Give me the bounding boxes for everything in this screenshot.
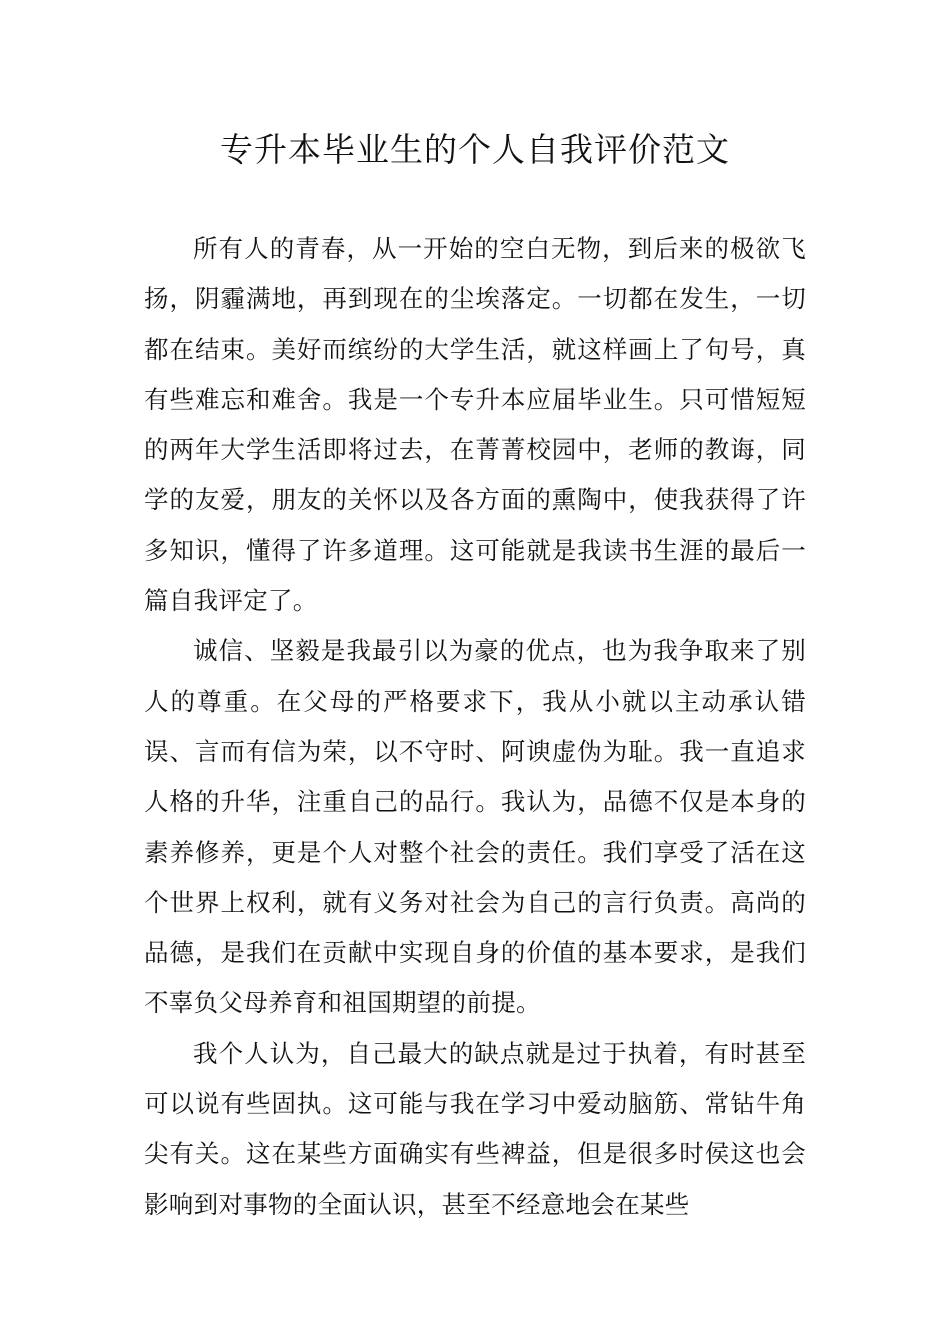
paragraph-3: 我个人认为，自己最大的缺点就是过于执着，有时甚至可以说有些固执。这可能与我在学习中爱动脑筋、常钻牛角尖有关。这在某些方面确实有些裨益，但是很多时侯这也会影响到对事物的全面认识，甚至不经意地会在某些 xyxy=(144,1038,806,1219)
document-body xyxy=(144,224,806,1230)
paragraph-1: 所有人的青春，从一开始的空白无物，到后来的极欲飞扬，阴霾满地，再到现在的尘埃落定。一切都在发生，一切都在结束。美好而缤纷的大学生活，就这样画上了句号，真有些难忘和难舍。我是一个专升本应届毕业生。只可惜短短的两年大学生活即将过去，在菁菁校园中，老师的教诲，同学的友爱，朋友的关怀以及各方面的熏陶中，使我获得了许多知识，懂得了许多道理。这可能就是我读书生涯的最后一篇自我评定了。 xyxy=(144,234,806,616)
paragraph-2: 诚信、坚毅是我最引以为豪的优点，也为我争取来了别人的尊重。在父母的严格要求下，我从小就以主动承认错误、言而有信为荣，以不守时、阿谀虚伪为耻。我一直追求人格的升华，注重自己的品行。我认为，品德不仅是本身的素养修养，更是个人对整个社会的责任。我们享受了活在这个世界上权利，就有义务对社会为自己的言行负责。高尚的品德，是我们在贡献中实现自身的价值的基本要求，是我们不辜负父母养育和祖国期望的前提。 xyxy=(144,636,806,1018)
document-title: 专升本毕业生的个人自我评价范文 xyxy=(220,130,730,169)
